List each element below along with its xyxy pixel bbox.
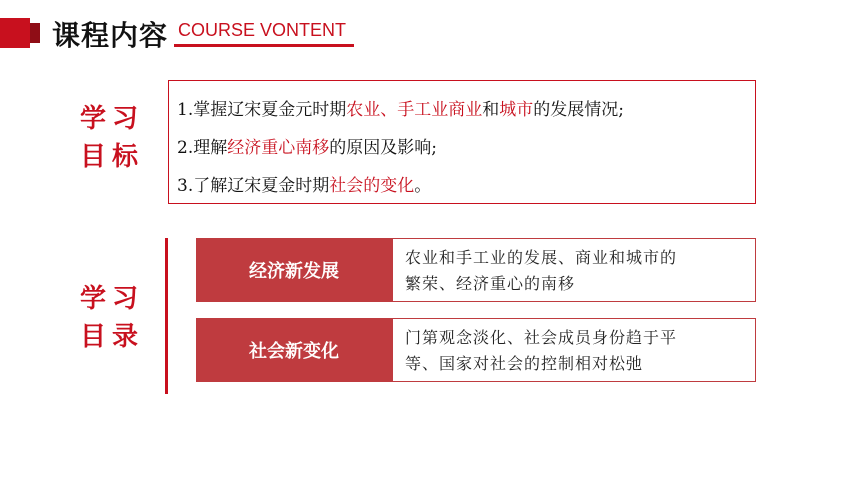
catalog-row-1-desc-line2: 繁荣、经济重心的南移 xyxy=(405,274,576,293)
goal-1-seg: 的发展情况; xyxy=(533,100,624,120)
catalog-label-line2: 目录 xyxy=(80,322,145,352)
goal-3-highlight: 社会的变化 xyxy=(329,176,415,196)
goals-label-line1: 学习 xyxy=(80,104,145,134)
goal-3-seg: 。 xyxy=(414,176,432,196)
catalog-row-1-desc xyxy=(392,238,756,302)
goal-1-highlight: 农业、手工业商业 xyxy=(346,100,483,120)
catalog-divider-line xyxy=(165,238,168,394)
goal-item-3 xyxy=(177,171,431,196)
goal-item-1 xyxy=(177,95,624,120)
goal-1-seg: 和 xyxy=(482,100,500,120)
subtitle-underline xyxy=(174,44,354,47)
page-title: 课程内容 xyxy=(52,19,169,52)
catalog-row-2-desc-line2: 等、国家对社会的控制相对松弛 xyxy=(405,354,644,373)
catalog-row-2-desc-line1: 门第观念淡化、社会成员身份趋于平 xyxy=(405,328,678,347)
catalog-section-label xyxy=(80,280,144,356)
header-accent-bar-dark xyxy=(30,23,40,43)
catalog-row-1-desc-line1: 农业和手工业的发展、商业和城市的 xyxy=(405,248,678,267)
catalog-row-2-title: 社会新变化 xyxy=(196,318,392,382)
catalog-row-2-desc xyxy=(392,318,756,382)
goal-item-2 xyxy=(177,133,437,158)
page-subtitle: COURSE VONTENT xyxy=(178,20,347,40)
goal-2-seg: 的原因及影响; xyxy=(329,138,437,158)
goal-1-highlight: 城市 xyxy=(499,100,534,120)
goal-3-seg: 3.了解辽宋夏金时期 xyxy=(177,176,330,196)
catalog-label-line1: 学习 xyxy=(80,284,145,314)
goal-2-seg: 2.理解 xyxy=(177,138,228,158)
goals-box xyxy=(168,80,756,204)
goal-1-seg: 1.掌握辽宋夏金元时期 xyxy=(177,100,347,120)
header-accent-bar xyxy=(0,18,30,48)
goal-2-highlight: 经济重心南移 xyxy=(227,138,330,158)
goals-section-label xyxy=(80,100,144,176)
catalog-row-1-title: 经济新发展 xyxy=(196,238,392,302)
goals-label-line2: 目标 xyxy=(80,142,145,172)
